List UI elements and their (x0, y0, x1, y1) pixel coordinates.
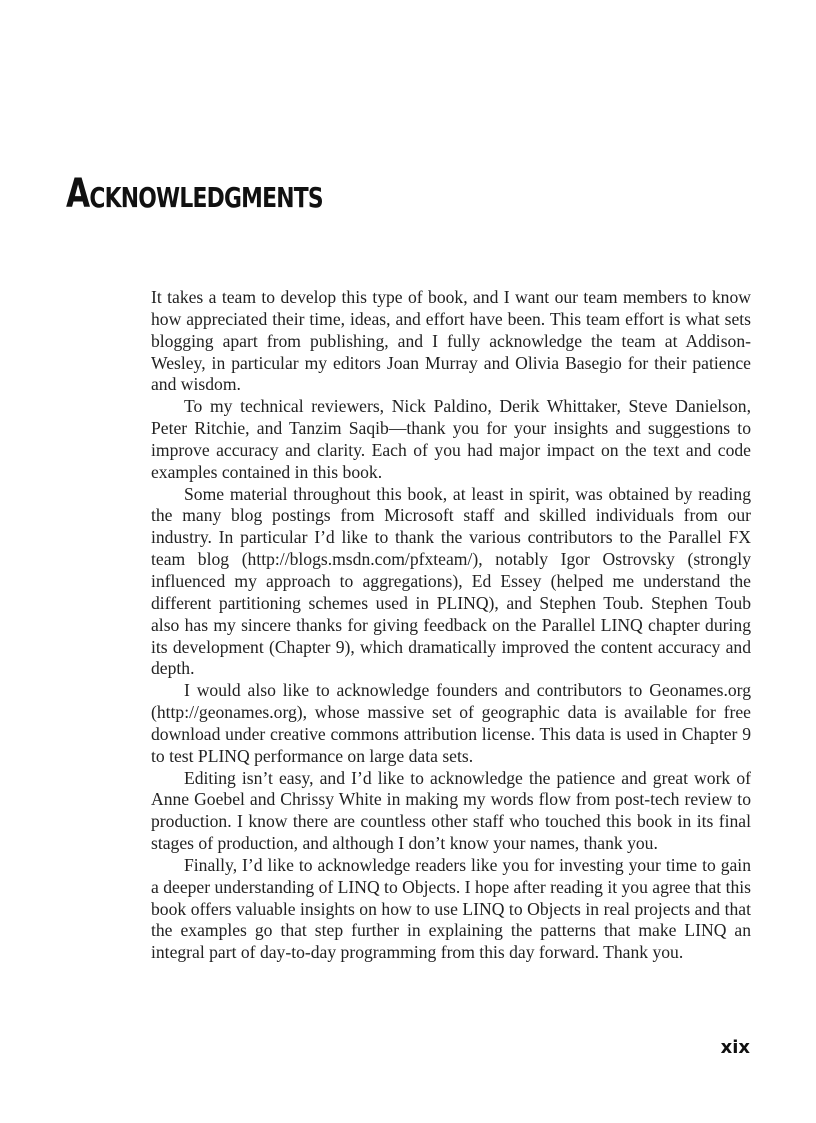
paragraph-3: Some material throughout this book, at least in spirit, was obtained by reading the many blog postings from Microsoft staff and skilled individuals from our industry. In particular I’d like to thank the various contributors to the Parallel FX team blog (http://blogs.msdn.com/pfxteam/), notably Igor Ostrovsky (strongly influenced my approach to aggregations), Ed Essey (helped me understand the different partitioning schemes used in PLINQ), and Stephen Toub. Stephen Toub also has my sincere thanks for giving feedback on the Parallel LINQ chapter during its development (Chapter 9), which dramatically improved the content accuracy and depth. (151, 483, 751, 679)
acknowledgments-body (151, 287, 751, 964)
paragraph-1: It takes a team to develop this type of book, and I want our team members to know how appreciated their time, ideas, and effort have been. This team effort is what sets blogging apart from publishing, and I fully acknowledge the team at Addison-Wesley, in particular my editors Joan Murray and Olivia Basegio for their patience and wisdom. (151, 287, 751, 395)
paragraph-5: Editing isn’t easy, and I’d like to acknowledge the patience and great work of Anne Goebel and Chrissy White in making my words flow from post-tech review to production. I know there are countless other staff who touched this book in its final stages of production, and although I don’t know your names, thank you. (151, 767, 751, 854)
paragraph-6: Finally, I’d like to acknowledge readers like you for investing your time to gain a deeper understanding of LINQ to Objects. I hope after reading it you agree that this book offers valuable insights on how to use LINQ to Objects in real projects and that the examples go that step further in explaining the patterns that make LINQ an integral part of day-to-day programming from this day forward. Thank you. (151, 854, 751, 963)
paragraph-2: To my technical reviewers, Nick Paldino, Derik Whittaker, Steve Danielson, Peter Ritchie, and Tanzim Saqib—thank you for your insights and suggestions to improve accuracy and clarity. Each of you had major impact on the text and code examples contained in this book. (151, 396, 751, 482)
paragraph-4: I would also like to acknowledge founders and contributors to Geonames.org (http://geonames.org), whose massive set of geographic data is available for free download under creative commons attribution license. This data is used in Chapter 9 to test PLINQ performance on large data sets. (151, 680, 751, 766)
page-number: xix (720, 1037, 750, 1058)
chapter-title: Acknowledgments (66, 171, 323, 217)
